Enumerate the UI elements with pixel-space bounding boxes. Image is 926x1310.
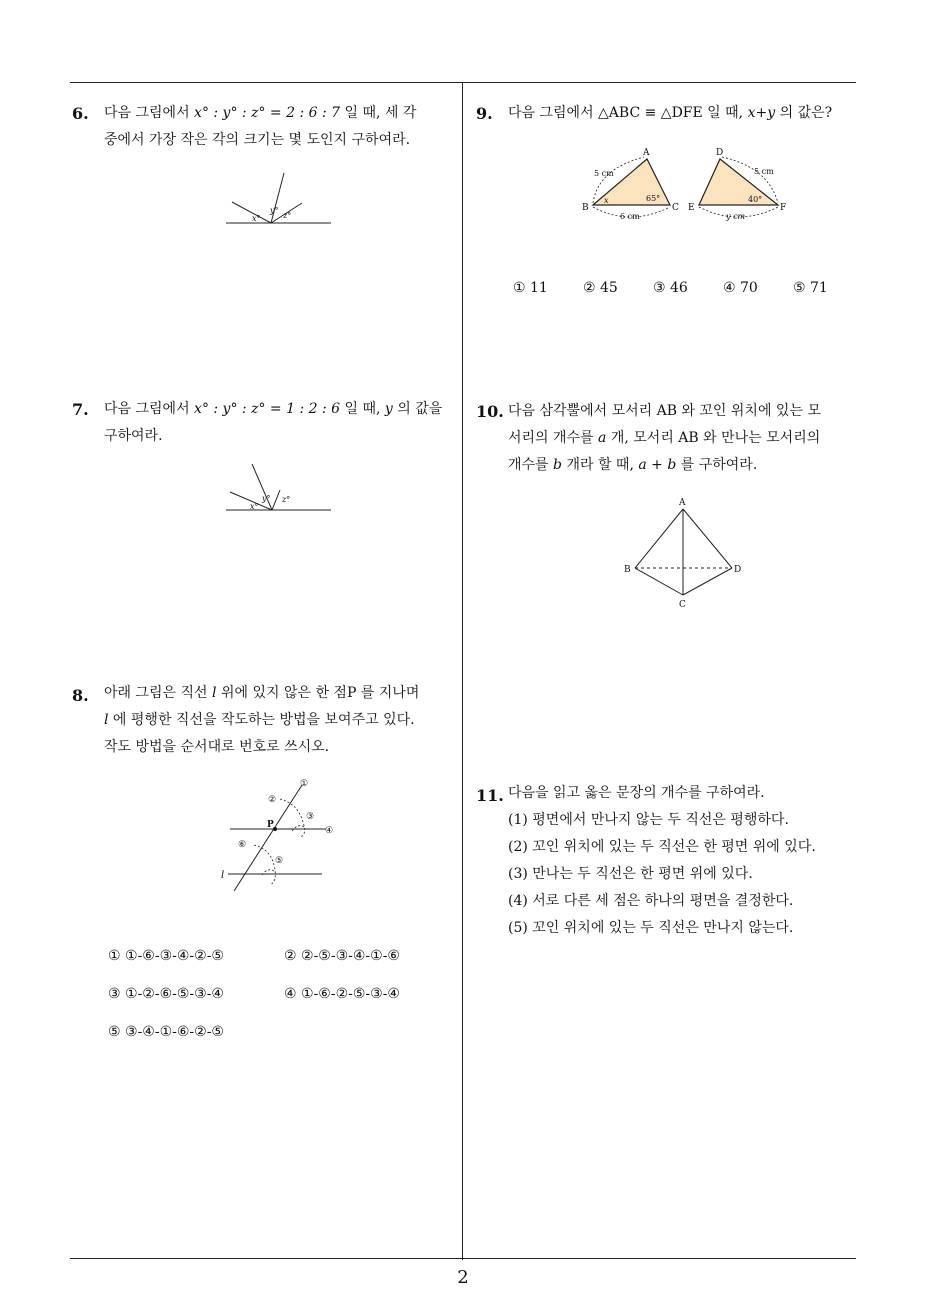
- q9-label-F: F: [780, 203, 787, 213]
- q9-label-bc: 6 cm: [620, 212, 640, 221]
- q7-label-z: z°: [282, 495, 291, 504]
- q9-text: [508, 100, 858, 127]
- q7-label-y: y°: [262, 494, 271, 503]
- q8-choice-row-1: [108, 948, 458, 986]
- q10-label-A: A: [679, 498, 686, 508]
- q10-label-D: D: [734, 565, 742, 575]
- q9-choice-2[interactable]: [583, 280, 653, 296]
- q6-line1: [104, 100, 456, 127]
- q11-intro: 다음을 읽고 옳은 문장의 개수를 구하여라.: [508, 785, 765, 801]
- q9-line1-a: 다음 그림에서 △ABC ≡ △DFE 일 때,: [508, 105, 748, 121]
- q8-label-p: P: [267, 820, 274, 830]
- q10-line2-a: 서리의 개수를: [508, 430, 599, 446]
- q10-expr: a + b: [638, 457, 677, 473]
- q10-line2-b: 개, 모서리 AB 와 만나는 모서리의: [606, 430, 821, 446]
- q11-statement-5: (5) 꼬인 위치에 있는 두 직선은 만나지 않는다.: [508, 920, 794, 936]
- q8-label-2: ②: [268, 795, 277, 805]
- q9-label-B: B: [582, 203, 589, 213]
- q10-figure: [620, 495, 750, 610]
- q9-label-angle-b: x: [604, 196, 609, 205]
- q8-choice-4[interactable]: [284, 986, 400, 1002]
- top-rule: [70, 82, 856, 83]
- q8-choices: [108, 948, 458, 1062]
- q9-number: 9.: [476, 104, 493, 123]
- q9-choice-1[interactable]: [513, 280, 583, 296]
- q11-statement-3: (3) 만나는 두 직선은 한 평면 위에 있다.: [508, 866, 753, 882]
- q8-choice-2[interactable]: [284, 948, 400, 964]
- q9-triangle-dfe: [699, 159, 778, 205]
- q10-line3: [508, 452, 858, 479]
- q8-line2-b: 에 평행한 직선을 작도하는 방법을 보여주고 있다.: [108, 712, 415, 728]
- q8-choice-2-text: ②-⑤-③-④-①-⑥: [301, 948, 400, 964]
- q11-statement-1: (1) 평면에서 만나지 않는 두 직선은 평행하다.: [508, 812, 789, 828]
- q9-label-D: D: [716, 148, 724, 158]
- q6-ratio: x° : y° : z° = 2 : 6 : 7: [194, 105, 341, 121]
- q10-var-a: a: [598, 430, 607, 446]
- column-divider: [462, 82, 463, 1260]
- q10-edge-cd: [683, 568, 732, 595]
- q6-label-y: y°: [270, 206, 279, 215]
- q9-line1-b: 의 값은?: [775, 105, 833, 121]
- q8-line1: [104, 680, 456, 707]
- q9-choice-2-text: 45: [600, 280, 618, 296]
- q9-label-ab: 5 cm: [594, 169, 614, 178]
- q6-line1-a: 다음 그림에서: [104, 105, 195, 121]
- q10-label-B: B: [624, 565, 631, 575]
- q8-choice-5[interactable]: [108, 1024, 224, 1040]
- q9-choice-4[interactable]: [723, 280, 793, 296]
- q8-arc-lower: [254, 845, 275, 885]
- q6-line1-b: 일 때, 세 각: [340, 105, 417, 121]
- q9-label-df: 5 cm: [754, 167, 774, 176]
- q9-choice-3-mark: ③: [653, 280, 666, 296]
- q8-choice-4-mark: ④: [284, 986, 297, 1002]
- q9-choice-4-text: 70: [740, 280, 758, 296]
- q8-figure: [218, 775, 348, 895]
- q8-text: [104, 680, 456, 761]
- q8-label-l: l: [221, 870, 225, 881]
- q10-text: [508, 398, 858, 479]
- q9-choices: [513, 280, 853, 296]
- q10-number: 10.: [476, 402, 504, 421]
- q10-line3-a: 개수를: [508, 457, 554, 473]
- q6-label-z: z°: [283, 211, 292, 220]
- q8-line2: [104, 707, 456, 734]
- q7-line2: 구하여라.: [104, 428, 163, 444]
- q8-var-l-2: l: [104, 712, 109, 728]
- q10-edge-ab: [635, 509, 683, 568]
- q9-label-angle-f: 40°: [748, 195, 763, 204]
- q10-line3-b: 개라 할 때,: [562, 457, 639, 473]
- q9-label-ef: y cm: [726, 212, 746, 221]
- q8-label-3: ③: [306, 812, 315, 822]
- q9-expr: x+y: [747, 105, 776, 121]
- q10-var-b: b: [553, 457, 562, 473]
- q8-choice-3-text: ①-②-⑥-⑤-③-④: [125, 986, 224, 1002]
- q8-choice-row-3: [108, 1024, 458, 1062]
- q7-line1-c: 의 값을: [392, 401, 443, 417]
- q8-line1-b: 위에 있지 않은 한 점P 를 지나며: [216, 685, 420, 701]
- q9-figure: [580, 145, 790, 225]
- q7-ratio: x° : y° : z° = 1 : 2 : 6: [194, 401, 341, 417]
- q8-line3: 작도 방법을 순서대로 번호로 쓰시오.: [104, 739, 330, 755]
- q7-line1: [104, 396, 456, 423]
- q7-line1-a: 다음 그림에서: [104, 401, 195, 417]
- q10-label-C: C: [679, 600, 686, 610]
- q9-choice-3-text: 46: [670, 280, 688, 296]
- q8-label-1: ①: [300, 779, 309, 789]
- q8-arc-small-upper: [292, 826, 304, 831]
- q7-var-y: y: [384, 401, 393, 417]
- q8-number: 8.: [72, 686, 89, 705]
- q8-var-l: l: [212, 685, 217, 701]
- q6-label-x: x°: [252, 214, 261, 223]
- q6-figure: [226, 170, 336, 230]
- q7-figure: [226, 460, 336, 520]
- q8-choice-5-mark: ⑤: [108, 1024, 121, 1040]
- q10-line3-c: 를 구하여라.: [676, 457, 758, 473]
- q8-choice-4-text: ①-⑥-②-⑤-③-④: [301, 986, 400, 1002]
- q9-choice-3[interactable]: [653, 280, 723, 296]
- q6-line2: 중에서 가장 작은 각의 크기는 몇 도인지 구하여라.: [104, 132, 411, 148]
- q8-choice-row-2: [108, 986, 458, 1024]
- q7-label-x: x°: [250, 502, 259, 511]
- page-number: 2: [457, 1267, 469, 1288]
- q9-choice-2-mark: ②: [583, 280, 596, 296]
- q7-line1-b: 일 때,: [340, 401, 385, 417]
- q9-choice-5-text: 71: [810, 280, 828, 296]
- q8-choice-1-text: ①-⑥-③-④-②-⑤: [125, 948, 224, 964]
- bottom-rule: [70, 1258, 856, 1259]
- q9-label-A: A: [643, 148, 650, 158]
- q7-text: [104, 396, 456, 450]
- q9-choice-5[interactable]: [793, 280, 828, 296]
- q11-text: [508, 780, 858, 942]
- q9-choice-1-text: 11: [530, 280, 548, 296]
- q9-line1: [508, 100, 858, 127]
- q8-arc-upper: [280, 799, 305, 837]
- q9-label-angle-c: 65°: [646, 194, 661, 203]
- q8-label-6: ⑥: [238, 840, 247, 850]
- q7-ray-right: [272, 490, 280, 510]
- q8-line1-a: 아래 그림은 직선: [104, 685, 213, 701]
- q9-label-C: C: [672, 203, 679, 213]
- q8-choice-5-text: ③-④-①-⑥-②-⑤: [125, 1024, 224, 1040]
- q9-choice-4-mark: ④: [723, 280, 736, 296]
- q9-choice-1-mark: ①: [513, 280, 526, 296]
- q8-choice-1[interactable]: [108, 948, 284, 964]
- q8-label-5: ⑤: [275, 856, 284, 866]
- q6-text: [104, 100, 456, 154]
- q10-line1: 다음 삼각뿔에서 모서리 AB 와 꼬인 위치에 있는 모: [508, 403, 821, 419]
- q10-edge-bc: [635, 568, 683, 595]
- q9-label-E: E: [688, 203, 695, 213]
- q11-statement-2: (2) 꼬인 위치에 있는 두 직선은 한 평면 위에 있다.: [508, 839, 816, 855]
- q10-edge-ad: [683, 509, 732, 568]
- q8-choice-1-mark: ①: [108, 948, 121, 964]
- q11-statement-4: (4) 서로 다른 세 점은 하나의 평면을 결정한다.: [508, 893, 794, 909]
- q11-number: 11.: [476, 786, 504, 805]
- q8-choice-3[interactable]: [108, 986, 284, 1002]
- q8-choice-3-mark: ③: [108, 986, 121, 1002]
- q8-choice-2-mark: ②: [284, 948, 297, 964]
- q9-choice-5-mark: ⑤: [793, 280, 806, 296]
- q6-number: 6.: [72, 104, 89, 123]
- q8-label-4: ④: [325, 826, 334, 836]
- q7-number: 7.: [72, 400, 89, 419]
- q10-line2: [508, 425, 858, 452]
